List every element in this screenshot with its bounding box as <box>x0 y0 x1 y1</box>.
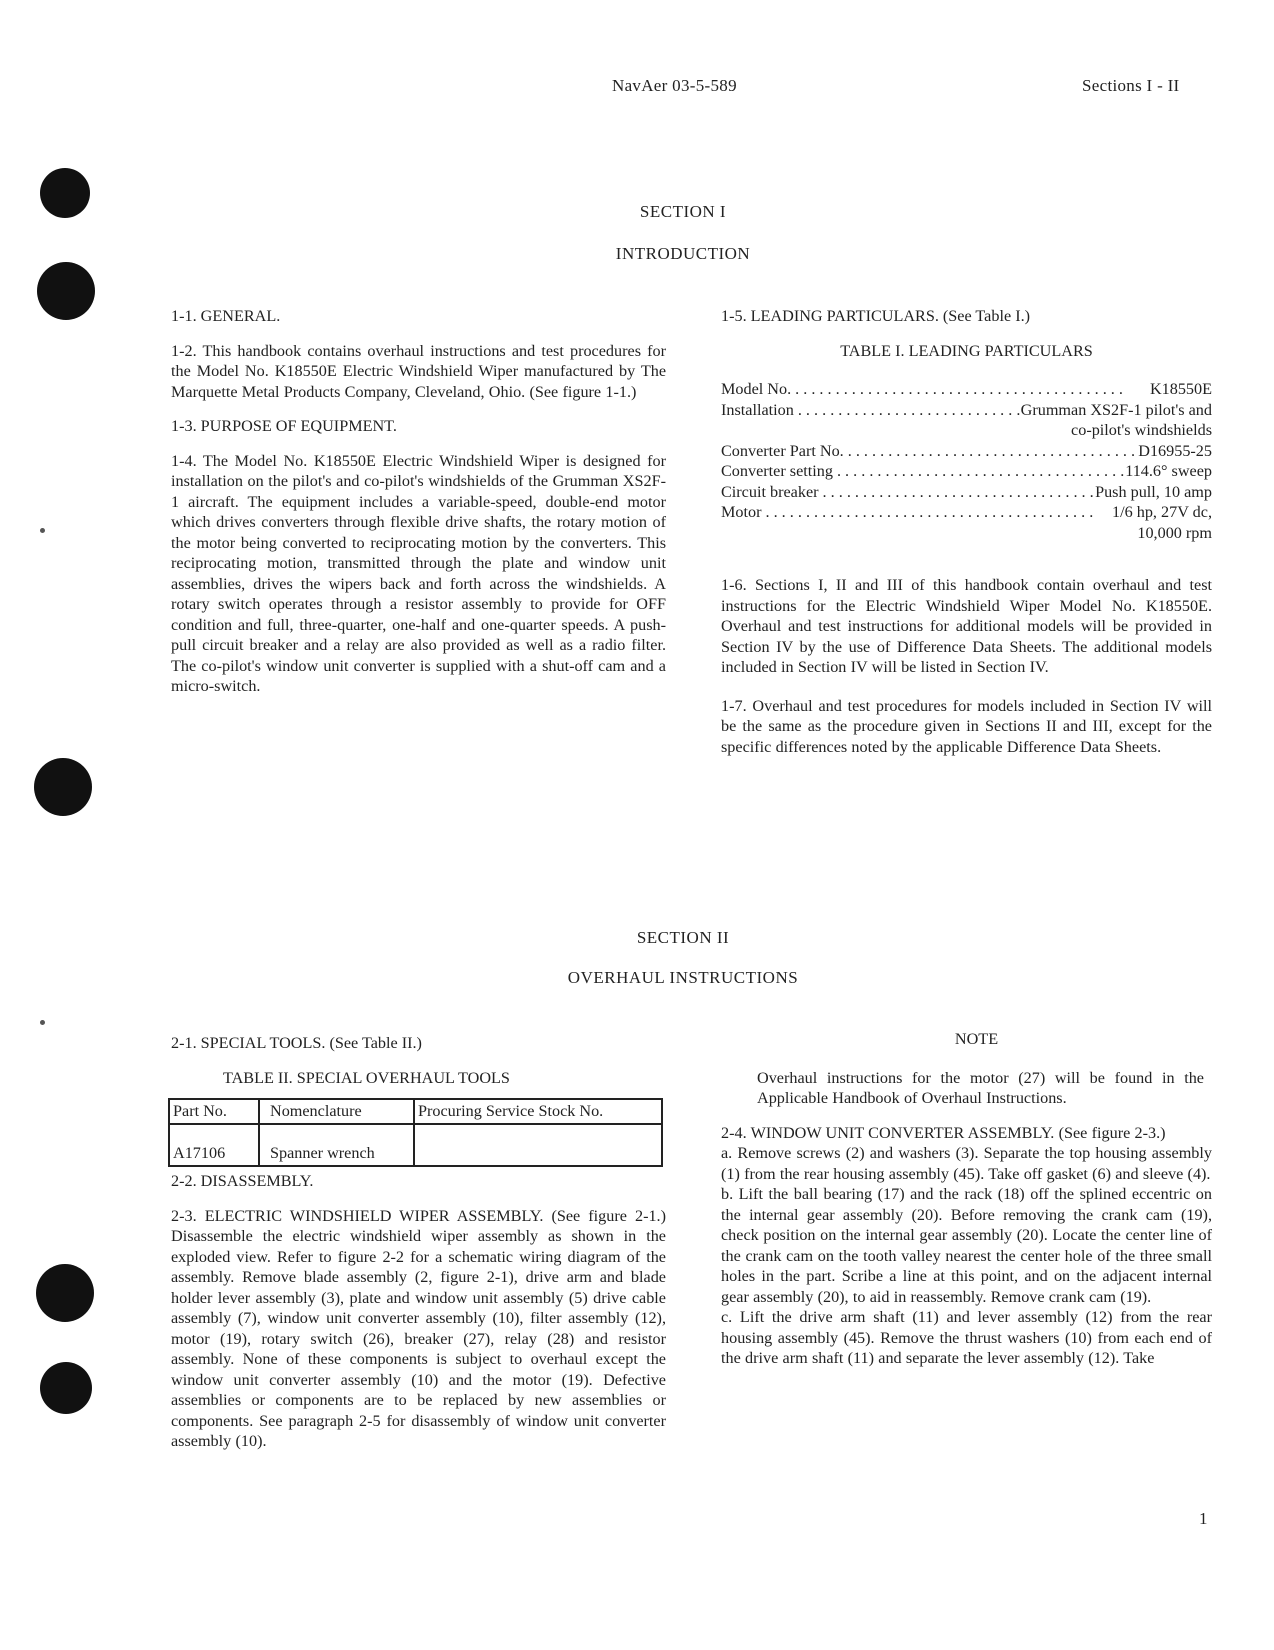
leader-dots <box>791 379 1150 400</box>
header-sections: Sections I - II <box>1082 76 1180 95</box>
left-column-section-2 <box>171 1033 666 1452</box>
step-b: b. Lift the ball bearing (17) and the rack (18) off the splined eccentric on the internal gear assembly (20). Before removing the crank cam (19), check position on the internal gear assembly (20). Locate the center line of the crank cam on the tooth valley nearest the center hole of the three small holes in the part. Scribe a line at this point, and on the adjacent internal gear assembly (20), to aid in reassembly. Remove crank cam (19). <box>721 1185 1212 1306</box>
right-column-section-2 <box>721 1029 1212 1369</box>
leader-dots <box>761 502 1112 523</box>
table-1-value: 114.6° sweep <box>1125 462 1212 480</box>
table-cell: Spanner wrench <box>259 1124 414 1166</box>
table-1-leading-particulars <box>721 379 1212 543</box>
table-1-value-continued: 10,000 rpm <box>1137 523 1212 542</box>
table-1-row <box>721 502 1212 523</box>
table-1-label: Converter setting <box>721 462 833 480</box>
table-1-title: TABLE I. LEADING PARTICULARS <box>840 341 1093 360</box>
page-speck <box>40 1020 45 1025</box>
binder-hole-2 <box>37 262 95 320</box>
table-1-label: Model No. <box>721 380 792 398</box>
paragraph-1-2: 1-2. This handbook contains overhaul instructions and test procedures for the Model No. K18550E Electric Windshield Wiper manufactured by The Marquette Metal Products Company, Cleveland, Ohio. (See figure 1-1.) <box>171 341 666 401</box>
table-2-special-tools <box>168 1098 663 1167</box>
table-1-value: D16955-25 <box>1138 441 1212 460</box>
table-1-label: Converter Part No. <box>721 441 844 460</box>
table-1-value: K18550E <box>1149 380 1212 398</box>
table-1-row <box>721 379 1212 400</box>
table-cell <box>414 1124 662 1166</box>
table-1-value: 1/6 hp, 27V dc, <box>1112 503 1212 521</box>
heading-1-1: 1-1. GENERAL. <box>171 307 281 325</box>
table-1-value: Push pull, 10 amp <box>1095 482 1212 501</box>
paragraph-1-4: 1-4. The Model No. K18550E Electric Windshield Wiper is designed for installation on the pilot's and co-pilot's windshields of the Grumman XS2F-1 aircraft. The equipment includes a variable-speed, double-end motor which drives converters through flexible drive shafts, the rotary motion of the motor being converted to reciprocating motion by the converters. This reciprocating motion, transmitted through the plate and window unit assemblies, drives the wipers back and forth across the windshields. A rotary switch operates through a resistor assembly to provide for OFF condition and full, three-quarter, one-half and one-quarter speeds. A push-pull circuit breaker and a relay are also provided as well as a radio filter. The co-pilot's window unit converter is supplied with a shut-off cam and a micro-switch. <box>171 451 666 695</box>
leader-dots <box>794 400 1021 421</box>
table-header-row <box>169 1099 662 1124</box>
table-1-row <box>721 441 1212 462</box>
table-header-cell: Procuring Service Stock No. <box>414 1099 662 1124</box>
table-header-cell: Nomenclature <box>259 1099 414 1124</box>
paragraph-1-6: 1-6. Sections I, II and III of this handbook contain overhaul and test instructions for the Electric Windshield Wiper Model No. K18550E. Overhaul and test instructions for additional models will be provided in Section IV by the use of Difference Data Sheets. The additional models included in Section IV will be listed in Section IV. <box>721 576 1212 676</box>
table-cell: A17106 <box>169 1124 259 1166</box>
heading-2-4: 2-4. WINDOW UNIT CONVERTER ASSEMBLY. (See figure 2-3.) <box>721 1123 1166 1142</box>
binder-hole-3 <box>34 758 92 816</box>
table-row <box>169 1124 662 1166</box>
section-1-subtitle: INTRODUCTION <box>615 244 751 263</box>
heading-1-5: 1-5. LEADING PARTICULARS. (See Table I.) <box>721 307 1031 325</box>
heading-2-1: 2-1. SPECIAL TOOLS. (See Table II.) <box>171 1034 422 1052</box>
page-number: 1 <box>1199 1509 1208 1528</box>
paragraph-1-7: 1-7. Overhaul and test procedures for models included in Section IV will be the same as the procedure given in Sections II and III, except for the specific differences noted by the applicable Difference Data Sheets. <box>721 696 1212 756</box>
binder-hole-4 <box>36 1264 94 1322</box>
leader-dots <box>833 461 1125 482</box>
table-1-label: Circuit breaker <box>721 482 819 501</box>
table-1-label: Installation <box>721 400 794 419</box>
table-2-title: TABLE II. SPECIAL OVERHAUL TOOLS <box>223 1068 510 1087</box>
paragraph-2-3: 2-3. ELECTRIC WINDSHIELD WIPER ASSEMBLY. (See figure 2-1.) Disassemble the electric windshield wiper assembly as shown in the exploded view. Refer to figure 2-2 for a schematic wiring diagram of the assembly. Remove blade assembly (2, figure 2-1), drive arm and blade holder lever assembly (3), plate and window unit assembly (5) drive cable assembly (7), window unit converter assembly (10), filter assembly (12), motor (19), rotary switch (26), breaker (27), relay (28) and resistor assembly. None of these components is subject to overhaul except the window unit converter assembly (10) and the motor (19). Defective assemblies or components are to be replaced by new assemblies or components. See paragraph 2-5 for disassembly of window unit converter assembly (10). <box>171 1206 666 1450</box>
right-column-section-1 <box>721 306 1212 757</box>
note-title: NOTE <box>954 1030 999 1048</box>
note-text: Overhaul instructions for the motor (27) will be found in the Applicable Handbook of Overhaul Instructions. <box>757 1068 1204 1107</box>
table-1-row <box>721 482 1212 503</box>
section-2-subtitle: OVERHAUL INSTRUCTIONS <box>567 968 799 987</box>
table-1-value: Grumman XS2F-1 pilot's and <box>1020 400 1212 419</box>
left-column-section-1 <box>171 306 666 697</box>
table-header-cell: Part No. <box>169 1099 259 1124</box>
table-1-row <box>721 461 1212 482</box>
heading-2-2: 2-2. DISASSEMBLY. <box>171 1172 314 1190</box>
table-1-value-continued: co-pilot's windshields <box>1071 421 1212 439</box>
table-1-row <box>721 400 1212 421</box>
step-c: c. Lift the drive arm shaft (11) and lever assembly (12) from the rear housing assembly (45). Remove the thrust washers (10) from each end of the drive arm shaft (11) and separate the lever assembly (12). Take <box>721 1308 1212 1367</box>
binder-hole-5 <box>40 1362 92 1414</box>
table-1-label: Motor <box>721 503 762 521</box>
heading-1-3: 1-3. PURPOSE OF EQUIPMENT. <box>171 417 397 435</box>
section-2-title: SECTION II <box>636 928 730 947</box>
leader-dots <box>819 482 1096 503</box>
header-doc-number: NavAer 03-5-589 <box>612 76 737 95</box>
leader-dots <box>844 441 1139 462</box>
page-speck <box>40 528 45 533</box>
step-a: a. Remove screws (2) and washers (3). Separate the top housing assembly (1) from the rear housing assembly (45). Take off gasket (6) and sleeve (4). <box>721 1144 1212 1183</box>
section-1-title: SECTION I <box>639 202 727 221</box>
